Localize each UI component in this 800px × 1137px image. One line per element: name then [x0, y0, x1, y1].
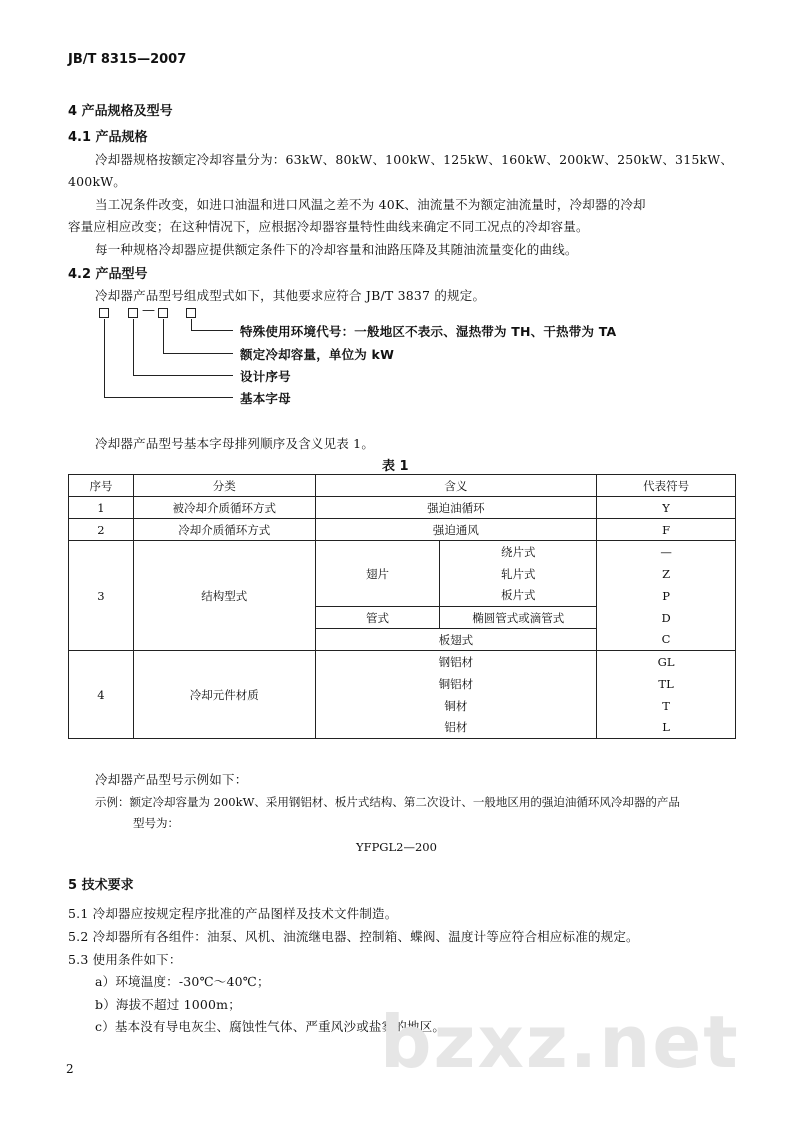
table-cell: 翅片 — [315, 541, 440, 607]
table-cell: 冷却介质循环方式 — [133, 519, 315, 541]
page-number: 2 — [66, 1062, 74, 1076]
diagram-label: 设计序号 — [240, 369, 291, 384]
table-cell: 铜铝材 — [315, 673, 597, 695]
table-header: 分类 — [133, 475, 315, 497]
table-cell: 强迫通风 — [315, 519, 597, 541]
table-1 — [68, 474, 736, 739]
table-row — [69, 541, 736, 563]
section-5-title: 5 技术要求 — [68, 878, 134, 893]
table-header: 代表符号 — [597, 475, 736, 497]
paragraph: 冷却器规格按额定冷却容量分为：63kW、80kW、100kW、125kW、160kW、200kW、250kW、315kW、 — [95, 152, 734, 167]
table-row — [69, 651, 736, 673]
table-cell: Y — [597, 497, 736, 519]
diagram-label: 基本字母 — [240, 391, 291, 406]
table-cell: TL — [597, 673, 736, 695]
paragraph: 冷却器产品型号基本字母排列顺序及含义见表 1。 — [95, 436, 375, 451]
paragraph: 400kW。 — [68, 174, 126, 189]
watermark: bzxz.net — [380, 1000, 740, 1084]
table-cell: 绕片式 — [440, 541, 597, 563]
connector-line — [133, 319, 134, 375]
placeholder-box — [158, 308, 168, 318]
connector-line — [104, 397, 233, 398]
example-text: 示例：额定冷却容量为 200kW、采用钢铝材、板片式结构、第二次设计、一般地区用的强迫油循环风冷却器的产品 — [95, 795, 680, 809]
table-cell: 管式 — [315, 607, 440, 629]
table-cell: 板翅式 — [315, 629, 597, 651]
table-header: 含义 — [315, 475, 597, 497]
table-cell: 3 — [69, 541, 134, 651]
model-code: YFPGL2—200 — [356, 840, 437, 854]
table-cell: 铜材 — [315, 695, 597, 717]
dash: — — [142, 303, 155, 318]
table-cell: L — [597, 717, 736, 739]
table-cell: D — [597, 607, 736, 629]
paragraph: 冷却器产品型号示例如下： — [95, 772, 248, 787]
section-4-title: 4 产品规格及型号 — [68, 104, 173, 119]
table-header-row — [69, 475, 736, 497]
standard-number: JB/T 8315—2007 — [68, 52, 187, 67]
connector-line — [104, 319, 105, 397]
placeholder-box — [99, 308, 109, 318]
table-cell: P — [597, 585, 736, 607]
table-cell: C — [597, 629, 736, 651]
paragraph: 容量应相应改变；在这种情况下，应根据冷却器容量特性曲线来确定不同工况点的冷却容量。 — [68, 219, 589, 234]
paragraph: 冷却器产品型号组成型式如下，其他要求应符合 JB/T 3837 的规定。 — [95, 288, 486, 303]
paragraph: 当工况条件改变，如进口油温和进口风温之差不为 40K、油流量不为额定油流量时，冷却器的冷却 — [95, 197, 646, 212]
diagram-label: 特殊使用环境代号：一般地区不表示、湿热带为 TH、干热带为 TA — [240, 324, 617, 339]
list-item: b）海拔不超过 1000m； — [95, 997, 241, 1012]
table-header: 序号 — [69, 475, 134, 497]
table-cell: 2 — [69, 519, 134, 541]
table-cell: 被冷却介质循环方式 — [133, 497, 315, 519]
connector-line — [163, 319, 164, 353]
connector-line — [163, 353, 233, 354]
table-cell: 钢铝材 — [315, 651, 597, 673]
table-cell: GL — [597, 651, 736, 673]
connector-line — [191, 330, 233, 331]
connector-line — [133, 375, 233, 376]
clause: 5.2 冷却器所有各组件：油泵、风机、油流继电器、控制箱、蝶阀、温度计等应符合相应标准的规定。 — [68, 929, 639, 944]
table-row — [69, 519, 736, 541]
table-cell: 轧片式 — [440, 563, 597, 585]
table-cell: 强迫油循环 — [315, 497, 597, 519]
table-cell: 铝材 — [315, 717, 597, 739]
example-text: 型号为： — [133, 816, 179, 830]
table-row — [69, 497, 736, 519]
placeholder-box — [186, 308, 196, 318]
table-cell: Z — [597, 563, 736, 585]
clause: 5.3 使用条件如下： — [68, 952, 182, 967]
table-caption: 表 1 — [382, 459, 409, 474]
connector-line — [191, 319, 192, 330]
list-item: a）环境温度：-30℃～40℃； — [95, 974, 270, 989]
table-cell: 1 — [69, 497, 134, 519]
table-cell: — — [597, 541, 736, 563]
table-cell: T — [597, 695, 736, 717]
table-cell: 椭圆管式或滴管式 — [440, 607, 597, 629]
section-4-2-title: 4.2 产品型号 — [68, 267, 148, 282]
list-item: c）基本没有导电灰尘、腐蚀性气体、严重风沙或盐雾的地区。 — [95, 1019, 446, 1034]
paragraph: 每一种规格冷却器应提供额定条件下的冷却容量和油路压降及其随油流量变化的曲线。 — [95, 242, 578, 257]
clause: 5.1 冷却器应按规定程序批准的产品图样及技术文件制造。 — [68, 906, 398, 921]
table-cell: 板片式 — [440, 585, 597, 607]
table-cell: F — [597, 519, 736, 541]
table-cell: 4 — [69, 651, 134, 739]
section-4-1-title: 4.1 产品规格 — [68, 130, 148, 145]
placeholder-box — [128, 308, 138, 318]
diagram-label: 额定冷却容量，单位为 kW — [240, 347, 395, 362]
table-cell: 结构型式 — [133, 541, 315, 651]
table-cell: 冷却元件材质 — [133, 651, 315, 739]
